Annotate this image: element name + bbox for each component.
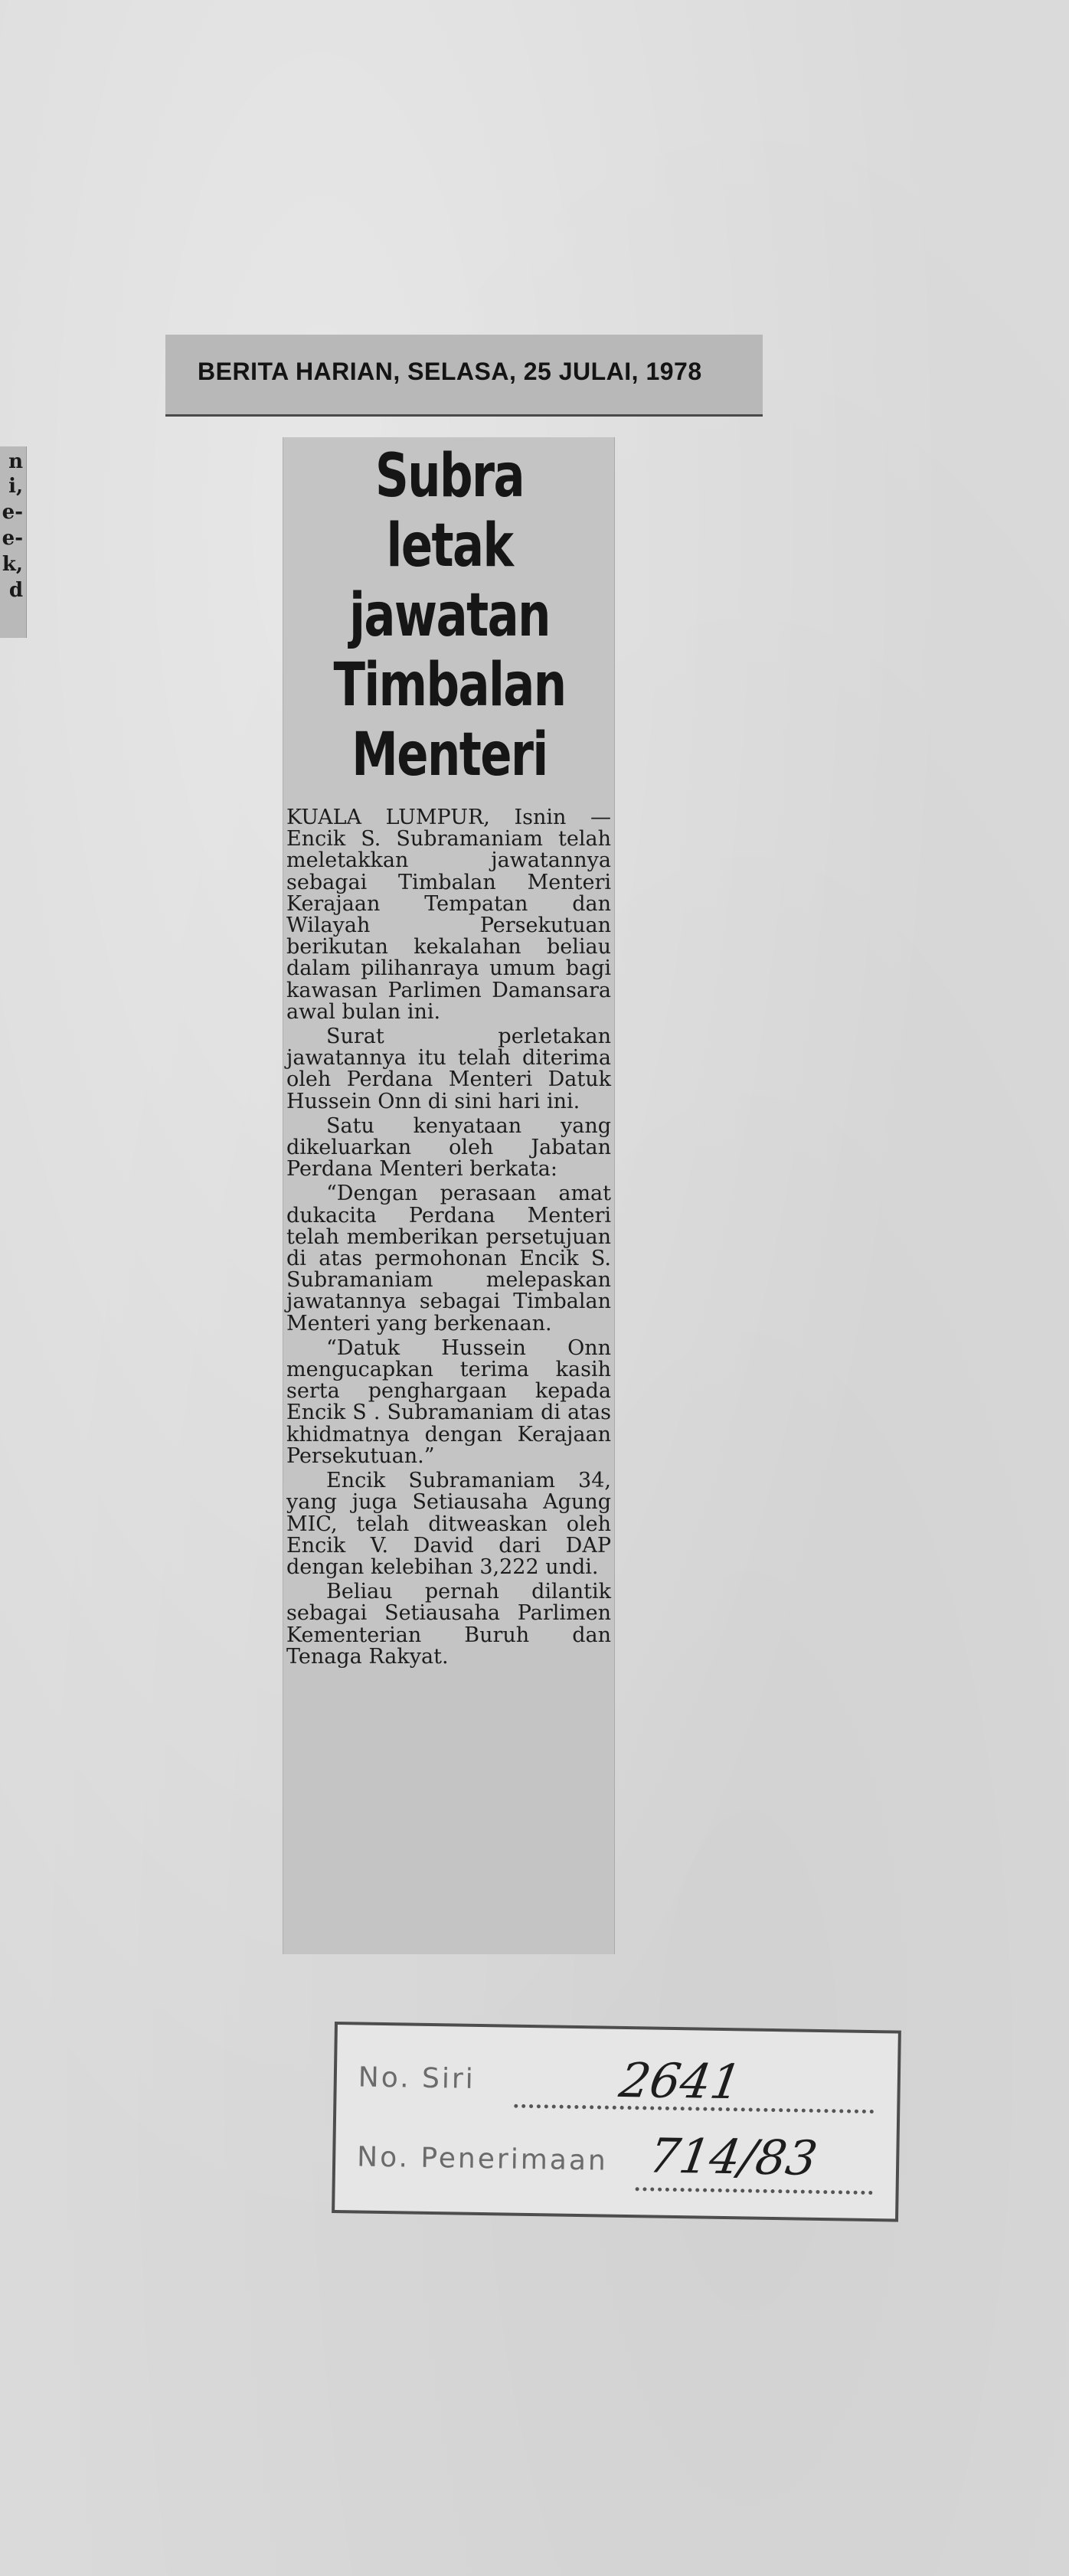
headline-line: Timbalan	[333, 651, 566, 720]
archive-stamp	[332, 2022, 901, 2222]
newspaper-masthead	[165, 335, 763, 417]
stamp-penerimaan-value: 714/83	[645, 2127, 822, 2186]
fragment-line: k,	[2, 553, 23, 576]
article-clipping	[283, 437, 615, 1954]
article-paragraph: Encik Subramaniam 34, yang juga Setiausaha Agung MIC, telah ditweaskan oleh Encik V. David dari DAP dengan kelebihan 3,222 undi.	[286, 1469, 611, 1579]
article-body	[286, 807, 611, 1671]
fragment-line: d	[8, 579, 23, 602]
stamp-siri-label: No. Siri	[358, 2061, 476, 2095]
fragment-line: n	[8, 450, 23, 473]
fragment-line: e-	[2, 501, 23, 524]
article-paragraph: Beliau pernah dilantik sebagai Setiausaha Parlimen Kementerian Buruh dan Tenaga Rakyat.	[286, 1580, 611, 1669]
article-paragraph: “Datuk Hussein Onn mengucapkan terima kasih serta penghargaan kepada Encik S . Subramaniam di atas khidmatnya dengan Kerajaan Persekutuan.”	[286, 1335, 611, 1468]
article-paragraph: Surat perletakan jawatannya itu telah diterima oleh Perdana Menteri Datuk Hussein Onn di sini hari ini.	[286, 1025, 611, 1113]
masthead-text: BERITA HARIAN, SELASA, 25 JULAI, 1978	[198, 358, 702, 385]
stamp-penerimaan-label: No. Penerimaan	[356, 2141, 609, 2177]
stamp-siri-value: 2641	[616, 2051, 746, 2110]
fragment-line: e-	[2, 527, 23, 550]
fragment-line: i,	[8, 475, 23, 498]
headline-line: Menteri	[351, 721, 548, 789]
headline-line: letak	[386, 512, 513, 580]
adjacent-clipping-fragment	[0, 446, 27, 638]
article-headline	[283, 442, 616, 790]
article-paragraph: KUALA LUMPUR, Isnin — Encik S. Subramaniam telah meletakkan jawatannya sebagai Timbalan Menteri Kerajaan Tempatan dan Wilayah Persekutuan berikutan kekalahan beliau dalam pilihanraya umum bagi kawasan Parlimen Damansara awal bulan ini.	[286, 806, 611, 1024]
headline-line: Subra	[375, 442, 524, 511]
headline-line: jawatan	[349, 581, 550, 650]
article-paragraph: “Dengan perasaan amat dukacita Perdana Menteri telah memberikan persetujuan di atas permohonan Encik S. Subramaniam melepaskan jawatannya sebagai Timbalan Menteri yang berkenaan.	[286, 1182, 611, 1335]
stamp-penerimaan-row	[357, 2141, 608, 2176]
stamp-siri-row	[358, 2061, 476, 2094]
article-paragraph: Satu kenyataan yang dikeluarkan oleh Jabatan Perdana Menteri berkata:	[286, 1113, 611, 1182]
